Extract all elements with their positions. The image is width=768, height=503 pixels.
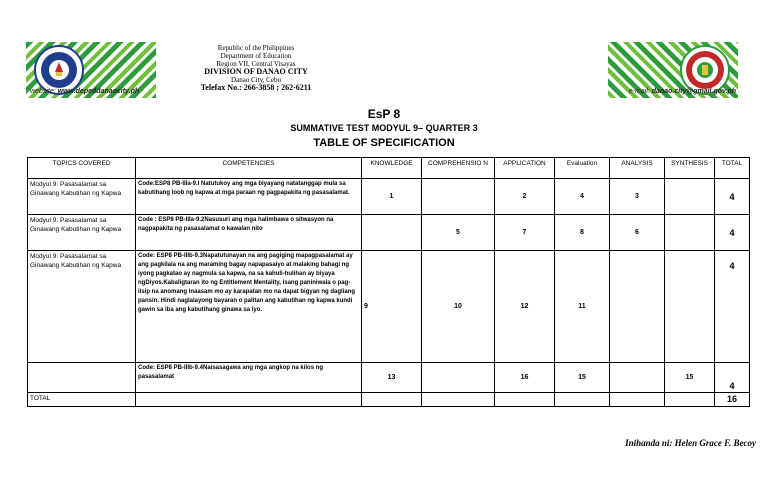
website-line [30, 88, 139, 95]
empty-cell [362, 393, 422, 407]
letterhead-line: Department of Education [220, 52, 292, 60]
competency-cell: Code: ESP8 PB-IIIb-9.3Napatutunayan na ang pagiging mapagpasalamat ay ang pagkilala na ang maraming bagay napapasaiyo at malaking bahagi ng iyong pagkatao ay nagmula sa kapwa, na sa kahuli-hulihan ay biyaya ngDiyos.Kabaligtaran ito ng Entitlement Mentality, isang paniniwala o pag-iisip na anomang inaasam mo ay karapatan mo na dapat bigyan ng dagliang pansin. Hindi naglalayong bayaran o palitan ang kabutihan ng kapwa kundi gawin sa iba ang kabutihang ginawa sa iyo. [136, 251, 362, 363]
header-analysis: ANALYSIS [610, 158, 665, 179]
knowledge-cell [362, 215, 422, 251]
knowledge-cell: 1 [362, 179, 422, 215]
letterhead-telefax: Telefax No.: 266-3858 ; 262-6211 [200, 83, 312, 92]
evaluation-cell: 4 [555, 179, 610, 215]
subject-title: EsP 8 [367, 107, 401, 121]
topic-cell [28, 363, 136, 393]
competency-cell: Code:ESP8 PB-IIIa-9.I Natutukoy ang mga biyayang natatanggap mula sa kabutihang loob ng kapwa at mga paraan ng pagpapakita ng pasasalamat. [136, 179, 362, 215]
evaluation-cell: 8 [555, 215, 610, 251]
application-cell: 12 [495, 251, 555, 363]
header-comprehension: COMPREHENSIO N [422, 158, 495, 179]
table-row [28, 215, 750, 251]
letterhead-line: Republic of the Philippines [217, 44, 295, 52]
empty-cell [136, 393, 362, 407]
total-cell: 4 [715, 215, 750, 251]
synthesis-cell [665, 251, 715, 363]
application-cell: 7 [495, 215, 555, 251]
topic-cell: Modyul 9: Pasasalamat sa Ginawang Kabutihan ng Kapwa [28, 215, 136, 251]
header-application: APPLICATION [495, 158, 555, 179]
header-synthesis: SYNTHESIS [665, 158, 715, 179]
analysis-cell [610, 363, 665, 393]
application-cell: 2 [495, 179, 555, 215]
total-label-cell: TOTAL [28, 393, 136, 407]
table-title: TABLE OF SPECIFICATION [313, 137, 455, 149]
empty-cell [665, 393, 715, 407]
application-cell: 16 [495, 363, 555, 393]
knowledge-cell: 13 [362, 363, 422, 393]
empty-cell [555, 393, 610, 407]
letterhead-text [176, 44, 336, 92]
knowledge-cell: 9 [362, 251, 422, 363]
empty-cell [495, 393, 555, 407]
header-knowledge: KNOWLEDGE [362, 158, 422, 179]
prepared-by-signature: Inihanda ni: Helen Grace F. Becoy [625, 438, 756, 448]
letterhead-line: Danao City, Cebu [231, 76, 281, 84]
synthesis-cell: 15 [665, 363, 715, 393]
grand-total-cell: 16 [715, 393, 750, 407]
comprehension-cell [422, 363, 495, 393]
specification-table [27, 157, 750, 407]
analysis-cell [610, 251, 665, 363]
table-header-row [28, 158, 750, 179]
website-label: website: [30, 88, 56, 95]
analysis-cell: 6 [610, 215, 665, 251]
test-title: SUMMATIVE TEST MODYUL 9– QUARTER 3 [290, 123, 478, 133]
empty-cell [610, 393, 665, 407]
comprehension-cell [422, 179, 495, 215]
evaluation-cell: 11 [555, 251, 610, 363]
evaluation-cell: 15 [555, 363, 610, 393]
total-cell: 4 [715, 179, 750, 215]
total-cell: 4 [715, 363, 750, 393]
table-row [28, 179, 750, 215]
competency-cell: Code: ESP8 PB-IIIb-9.4Naisasagawa ang mga angkop na kilos ng pasasalamat [136, 363, 362, 393]
letterhead-division: DIVISION OF DANAO CITY [204, 67, 308, 76]
letterhead-line: Region VII, Central Visayas [216, 60, 296, 68]
header-competencies: COMPETENCIES [136, 158, 362, 179]
comprehension-cell: 10 [422, 251, 495, 363]
header-total: TOTAL [715, 158, 750, 179]
header-evaluation: Evaluation [555, 158, 610, 179]
header-topics: TOPICS COVERED [28, 158, 136, 179]
synthesis-cell [665, 215, 715, 251]
email-link[interactable]: danao.city@gmail.gov.ph [651, 88, 736, 95]
table-row [28, 363, 750, 393]
table-row [28, 251, 750, 363]
topic-cell: Modyul 9: Pasasalamat sa Ginawang Kabutihan ng Kapwa [28, 179, 136, 215]
email-label: e-mail: [628, 88, 650, 95]
website-link[interactable]: www.depeddanaocity.ph [57, 88, 140, 95]
analysis-cell: 3 [610, 179, 665, 215]
empty-cell [422, 393, 495, 407]
table-total-row [28, 393, 750, 407]
email-line [629, 88, 736, 95]
comprehension-cell: 5 [422, 215, 495, 251]
topic-cell: Modyul 9: Pasasalamat sa Ginawang Kabutihan ng Kapwa [28, 251, 136, 363]
total-cell: 4 [715, 251, 750, 363]
synthesis-cell [665, 179, 715, 215]
competency-cell: Code : ESP8 PB-IIIa-9.2Nasusuri ang mga halimbawa o sitwasyon na nagpapakita ng pasasalamat o kawalan nito [136, 215, 362, 251]
